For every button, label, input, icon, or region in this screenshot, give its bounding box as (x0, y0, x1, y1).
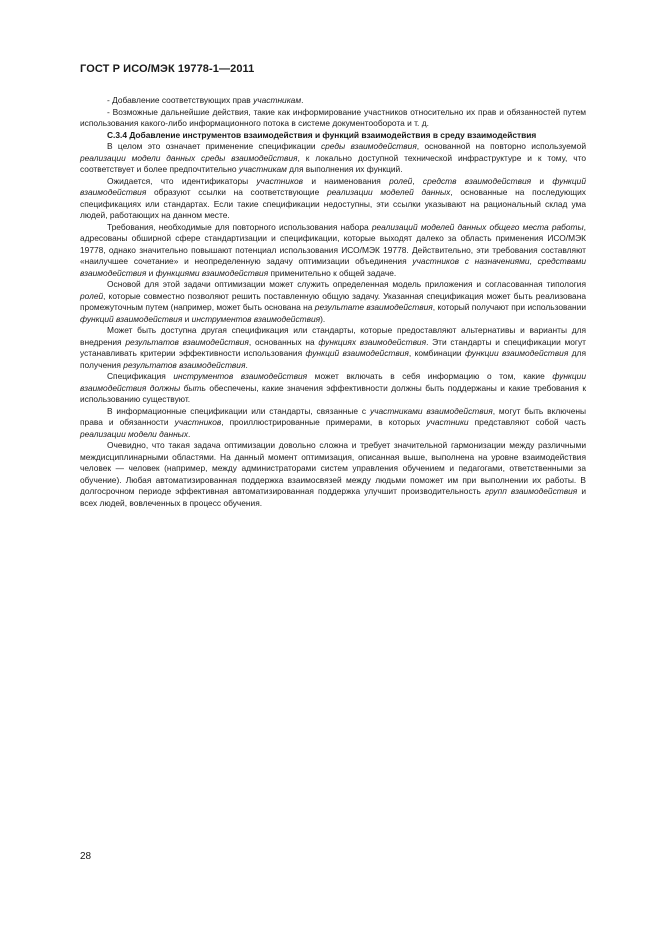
italic-term: функций взаимодействия (80, 175, 586, 197)
italic-term: результатов взаимодействия (125, 336, 249, 347)
italic-term: инструментов взаимодействия (173, 371, 308, 381)
paragraph: - Возможные дальнейшие действия, такие как информирование участников относительно их прав и обязанностей путем использования какого-либо информационного потока в системе документооборота и т. д. (80, 106, 586, 128)
italic-term: функциями взаимодействия (155, 267, 269, 278)
italic-term: функции взаимодействия должны быть (80, 371, 586, 393)
italic-term: ролей (389, 175, 413, 186)
italic-term: групп взаимодействия (484, 486, 578, 496)
paragraph: Может быть доступна другая спецификация или стандарты, которые предоставляют альтернативы и варианты для внедрения результатов взаимодействия, основанных на функциях взаимодействия. Эти стандарты и спецификации могут устанавливать критерии эффективности использования функций взаимодействия, комбинации функции взаимодействия для получения результатов взаимодействия. (80, 325, 586, 370)
paragraph: В информационные спецификации или стандарты, связанные с участниками взаимодействия, могут быть включены права и обязанности участников, проиллюстрированные примерами, в которых участники представляют собой часть реализации модели данных. (80, 405, 586, 439)
section-heading: C.3.4 Добавление инструментов взаимодействия и функций взаимодействия в среду взаимодействия (107, 129, 537, 140)
italic-term: реализации моделей данных (326, 187, 451, 197)
italic-term: функций взаимодействия (305, 348, 409, 358)
italic-term: инструментов взаимодействия (191, 313, 321, 324)
paragraph: Ожидается, что идентификаторы участников и наименования ролей, средств взаимодействия и функций взаимодействия образуют ссылки на соответствующие реализации моделей данных, основанные на последующих спецификациях или стандартах. Если такие спецификации недоступны, эти ссылки указывают на рациональный склад ума людей, работающих на данном месте. (80, 175, 586, 220)
italic-term: участников (174, 417, 222, 427)
paragraph: Основой для этой задачи оптимизации может служить определенная модель приложения и согласованная типология ролей, которые совместно позволяют решить поставленную общую задачу. Указанная спецификация может быть реализована промежуточным путем (например, может быть основана на результате взаимодействия, который получают при использовании функций взаимодействия и инструментов взаимодействия). (80, 279, 586, 324)
body-text (80, 95, 586, 509)
italic-term: ролей (80, 290, 104, 301)
italic-term: участников (256, 175, 304, 186)
paragraph: Очевидно, что такая задача оптимизации довольно сложна и требует значительной гармонизации между различными междисциплинарными областями. На данный момент оптимизация, описанная выше, выполнена на уровне взаимодействия человек — человек (например, между администраторами систем управления обучением и педагогами, ответственными за обучение). Любая автоматизированная поддержка взаимосвязей между людьми поможет им при выполнении их работы. В долгосрочном периоде эффективная автоматизированная поддержка улучшит производительность групп взаимодействия и всех людей, вовлеченных в процесс обучения. (80, 440, 586, 508)
italic-term: средств взаимодействия (422, 175, 532, 186)
italic-term: функций взаимодействия (80, 313, 183, 324)
italic-term: реализаций моделей данных общего места работы (371, 221, 584, 232)
italic-term: участникам (253, 95, 302, 105)
italic-term: средствами взаимодействия (80, 256, 587, 278)
paragraph: Спецификация инструментов взаимодействия может включать в себя информацию о том, какие функции взаимодействия должны быть обеспечены, какие значения эффективности должны быть поддержаны и какие требования к использованию существуют. (80, 371, 586, 404)
italic-term: результатов взаимодействия (123, 359, 246, 370)
italic-term: реализации модели данных (80, 428, 189, 439)
italic-term: участники (426, 417, 469, 427)
italic-term: участниками взаимодействия (369, 405, 493, 416)
italic-term: участникам (238, 164, 287, 174)
page-header-title: ГОСТ Р ИСО/МЭК 19778-1—2011 (80, 63, 255, 75)
italic-term: функции взаимодействия (464, 348, 569, 358)
italic-term: функциях взаимодействия (318, 336, 427, 347)
italic-term: участников с назначениями (412, 256, 530, 266)
italic-term: реализации модели данных среды взаимодействия (80, 152, 298, 163)
paragraph: - Добавление соответствующих прав участникам. (107, 95, 304, 105)
italic-term: результате взаимодействия (314, 302, 433, 312)
page-number: 28 (80, 851, 92, 862)
paragraph: В целом это означает применение спецификации среды взаимодействия, основанной на повторно используемой реализации модели данных среды взаимодействия, к локально доступной технической инфраструктуре и к тому, что соответствует и более предпочтительно участникам для выполнения их функций. (80, 141, 586, 174)
paragraph: Требования, необходимые для повторного использования набора реализаций моделей данных общего места работы, адресованы обширной сфере стандартизации и спецификации, которые выходят далеко за область применения ИСО/МЭК 19778, однако значительно повышают потенциал использования ИСО/МЭК 19778. Действительно, эти требования составляют «наилучшее сочетание» и неопределенную задачу оптимизации объединения участников с назначениями, средствами взаимодействия и функциями взаимодействия применительно к общей задаче. (80, 221, 587, 278)
italic-term: среды взаимодействия (320, 141, 417, 151)
